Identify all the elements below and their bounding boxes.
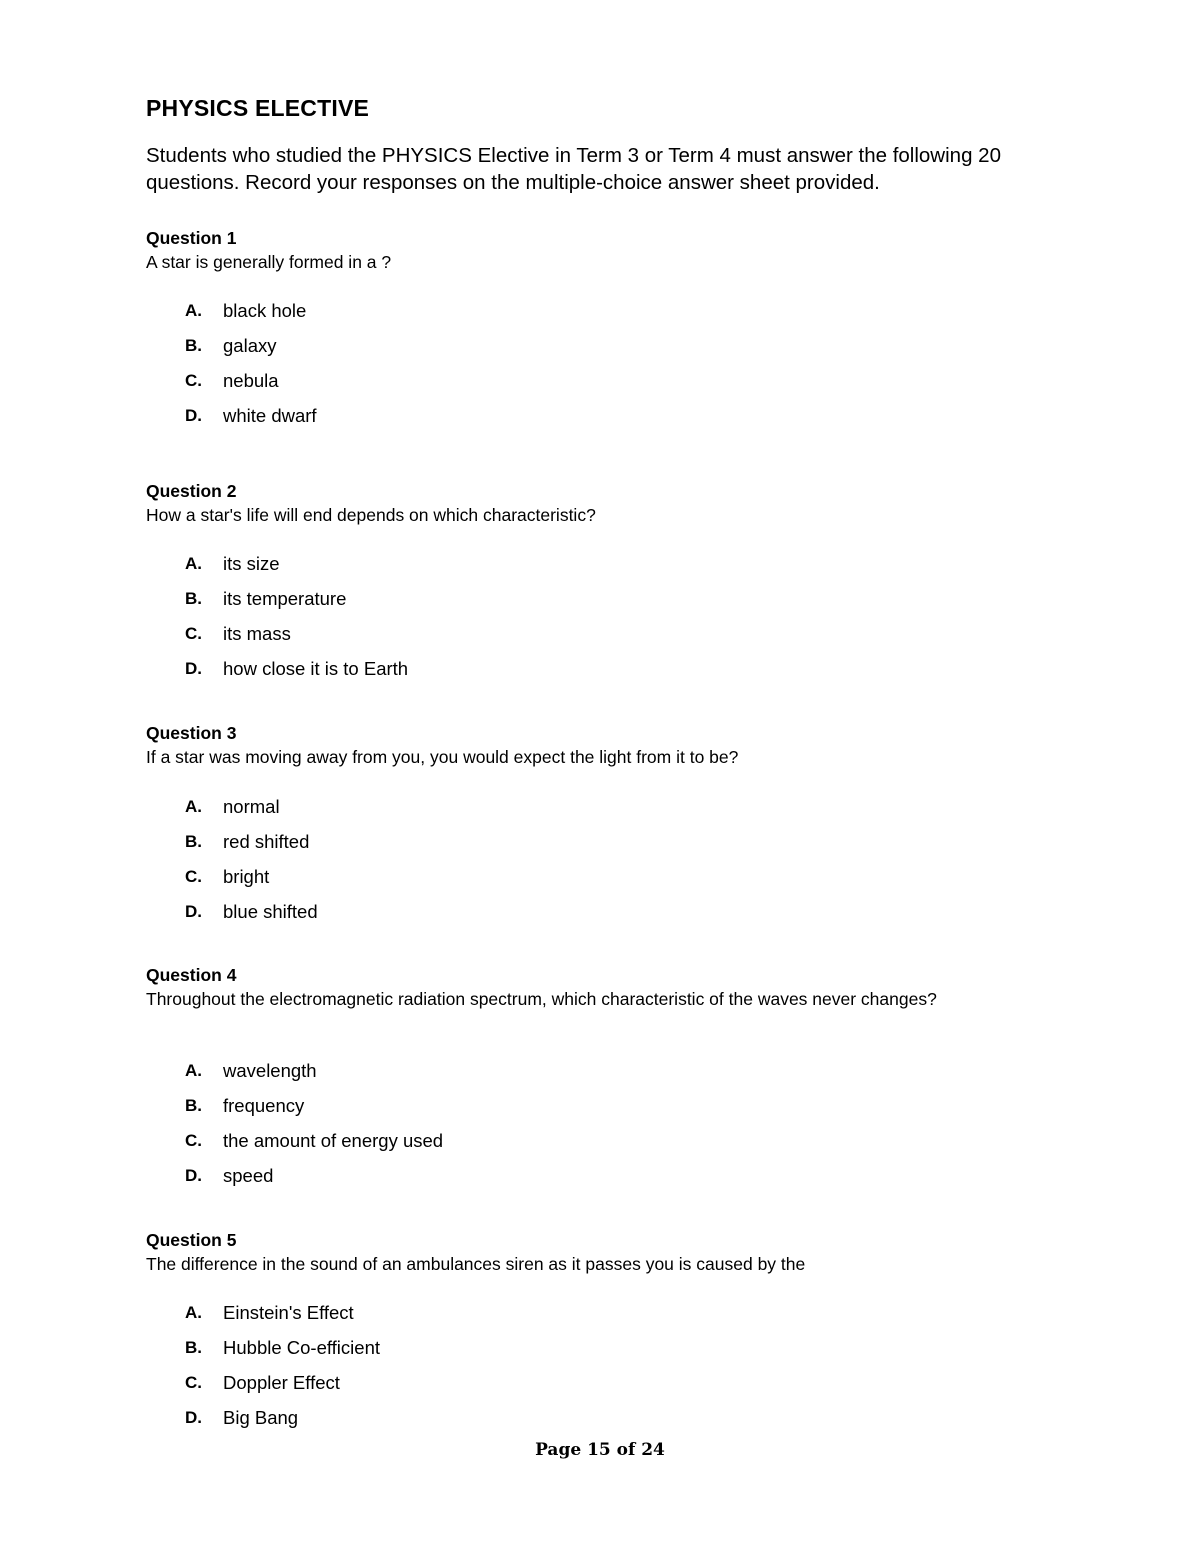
option-text: blue shifted	[223, 900, 318, 922]
option-text: normal	[223, 795, 280, 817]
question-3	[146, 721, 1046, 922]
option-text: Big Bang	[223, 1406, 299, 1428]
option-text: its mass	[223, 622, 291, 644]
question-5	[146, 1228, 1046, 1428]
option-a	[185, 1053, 443, 1088]
option-a	[185, 293, 317, 328]
option-letter: B.	[185, 1337, 202, 1357]
page-number: Page 15 of 24	[535, 1440, 665, 1460]
question-heading: Question 2	[146, 481, 237, 501]
question-text: How a star's life will end depends on which characteristic?	[146, 505, 596, 525]
option-b	[185, 824, 318, 859]
option-text: red shifted	[223, 830, 310, 852]
question-text: Throughout the electromagnetic radiation spectrum, which characteristic of the waves never changes?	[146, 989, 937, 1009]
question-heading: Question 1	[146, 228, 237, 248]
option-text: its size	[223, 552, 280, 574]
option-b	[185, 581, 408, 616]
option-letter: A.	[185, 553, 202, 573]
option-letter: B.	[185, 335, 202, 355]
option-d	[185, 1400, 380, 1435]
option-letter: D.	[185, 1407, 202, 1427]
option-b	[185, 1088, 443, 1123]
option-c	[185, 1123, 443, 1158]
option-text: how close it is to Earth	[223, 657, 409, 679]
option-text: the amount of energy used	[223, 1129, 444, 1151]
option-c	[185, 859, 318, 894]
question-text: If a star was moving away from you, you would expect the light from it to be?	[146, 747, 739, 767]
question-heading: Question 5	[146, 1230, 237, 1250]
option-letter: A.	[185, 300, 202, 320]
option-b	[185, 1330, 380, 1365]
option-text: Hubble Co-efficient	[223, 1336, 380, 1358]
option-b	[185, 328, 317, 363]
question-heading: Question 4	[146, 965, 237, 985]
answer-options	[185, 293, 317, 433]
option-text: its temperature	[223, 587, 347, 609]
option-text: frequency	[223, 1094, 305, 1116]
option-letter: C.	[185, 1372, 202, 1392]
option-text: black hole	[223, 299, 307, 321]
question-text: The difference in the sound of an ambulances siren as it passes you is caused by the	[146, 1254, 806, 1274]
option-letter: A.	[185, 796, 202, 816]
option-text: speed	[223, 1164, 274, 1186]
option-d	[185, 651, 408, 686]
answer-options	[185, 546, 408, 686]
option-text: Einstein's Effect	[223, 1301, 354, 1323]
option-text: white dwarf	[223, 404, 317, 426]
option-text: nebula	[223, 369, 279, 391]
option-letter: D.	[185, 1165, 202, 1185]
option-letter: C.	[185, 623, 202, 643]
option-letter: C.	[185, 1130, 202, 1150]
answer-options	[185, 1053, 443, 1193]
option-d	[185, 398, 317, 433]
option-d	[185, 894, 318, 929]
option-letter: A.	[185, 1302, 202, 1322]
option-c	[185, 1365, 380, 1400]
option-letter: D.	[185, 658, 202, 678]
option-letter: B.	[185, 588, 202, 608]
option-d	[185, 1158, 443, 1193]
option-text: wavelength	[223, 1059, 317, 1081]
option-letter: B.	[185, 1095, 202, 1115]
question-heading: Question 3	[146, 723, 237, 743]
question-1	[146, 226, 1046, 426]
question-text: A star is generally formed in a ?	[146, 252, 392, 272]
question-2	[146, 479, 1046, 679]
option-a	[185, 789, 318, 824]
option-letter: C.	[185, 370, 202, 390]
answer-options	[185, 789, 318, 929]
page-title: PHYSICS ELECTIVE	[146, 95, 370, 121]
option-letter: C.	[185, 866, 202, 886]
option-letter: D.	[185, 405, 202, 425]
answer-options	[185, 1295, 380, 1435]
option-c	[185, 363, 317, 398]
intro-paragraph: Students who studied the PHYSICS Elective in Term 3 or Term 4 must answer the following 20 questions. Record your responses on the multiple-choice answer sheet provided.	[146, 144, 1001, 194]
option-a	[185, 546, 408, 581]
option-c	[185, 616, 408, 651]
question-4	[146, 963, 1046, 1186]
option-text: Doppler Effect	[223, 1371, 340, 1393]
option-a	[185, 1295, 380, 1330]
option-text: galaxy	[223, 334, 277, 356]
option-letter: D.	[185, 901, 202, 921]
option-text: bright	[223, 865, 270, 887]
option-letter: A.	[185, 1060, 202, 1080]
option-letter: B.	[185, 831, 202, 851]
